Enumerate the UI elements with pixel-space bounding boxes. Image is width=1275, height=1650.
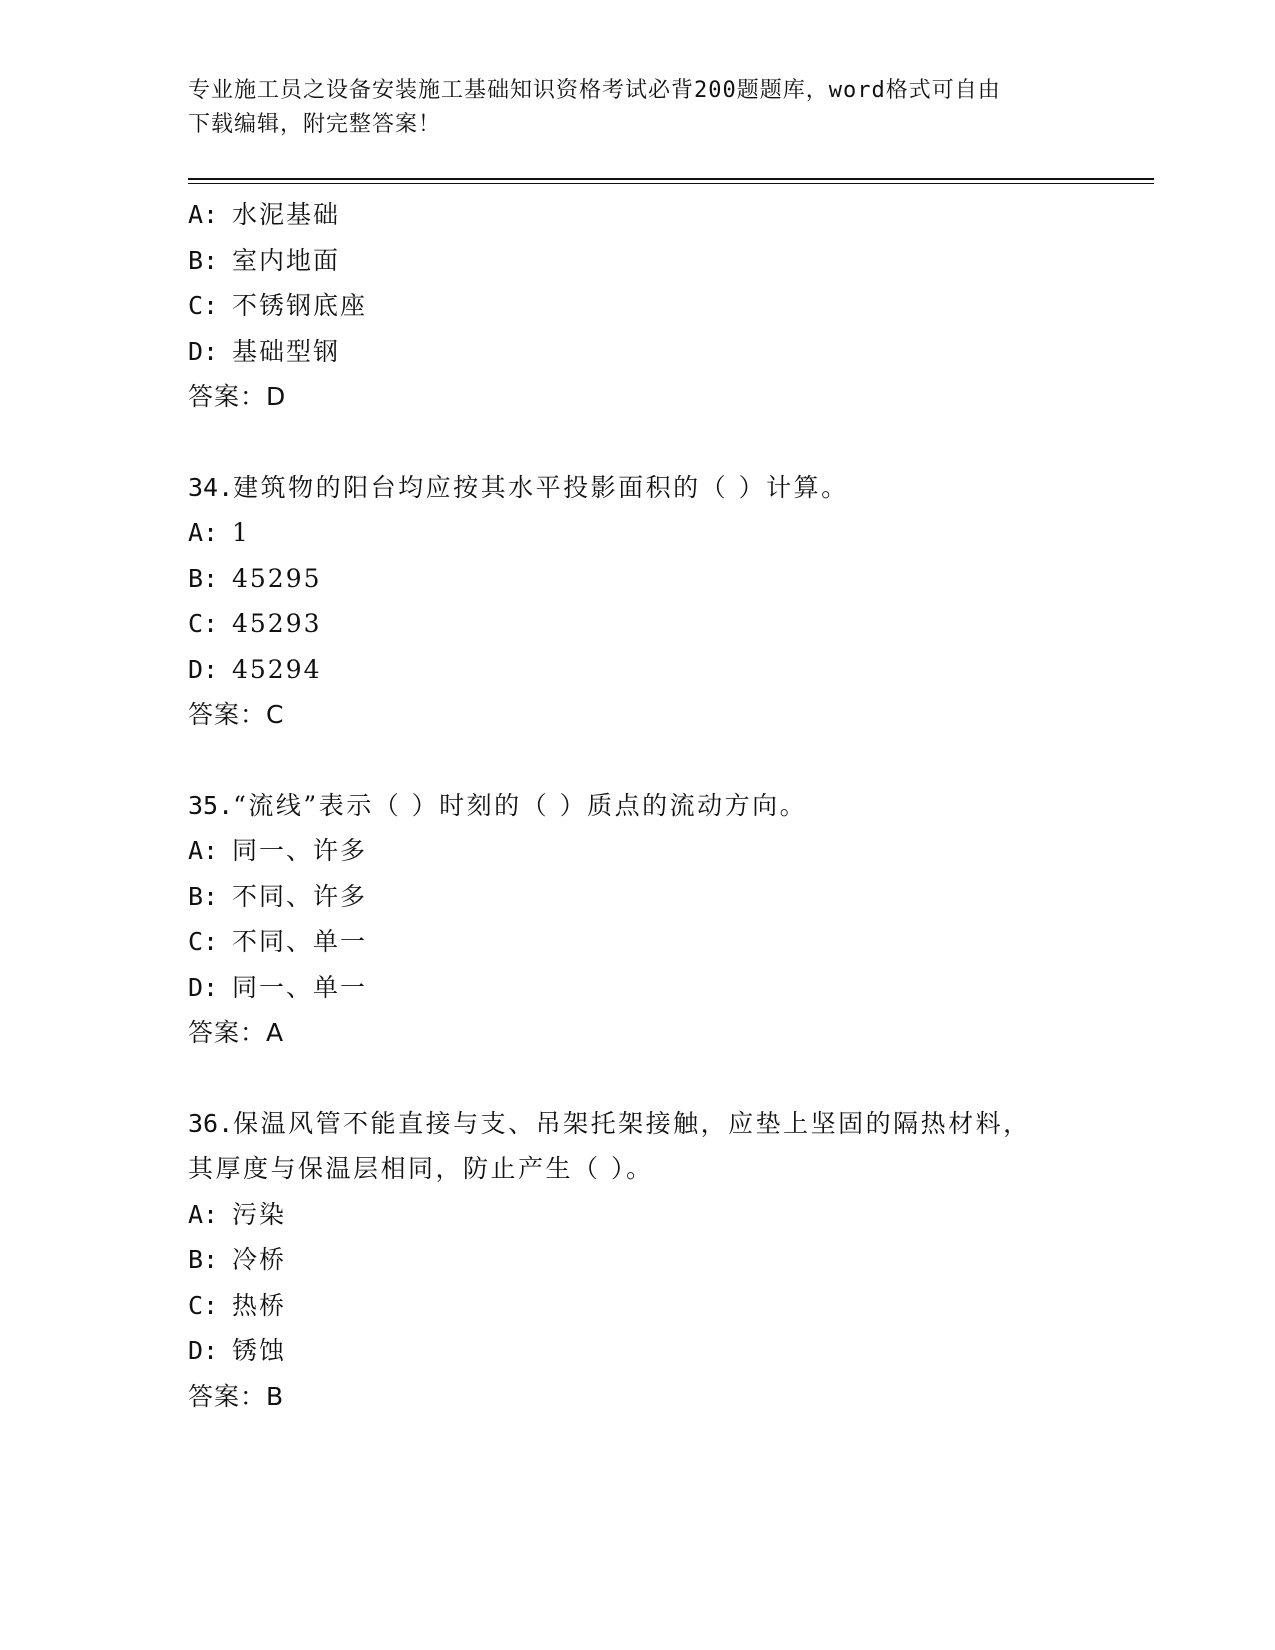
option-b: B: 不同、许多 bbox=[188, 881, 368, 911]
question-34-text: 34.建筑物的阳台均应按其水平投影面积的（ ）计算。 bbox=[188, 472, 849, 502]
document-header bbox=[188, 74, 1068, 142]
answer-line: 答案：C bbox=[188, 700, 285, 729]
option-c: C: 45293 bbox=[188, 609, 322, 638]
option-b: B: 45295 bbox=[188, 563, 322, 593]
question-list bbox=[188, 192, 1088, 1464]
option-a: A: 同一、许多 bbox=[188, 836, 368, 865]
question-35-block bbox=[188, 783, 1088, 1056]
header-divider-thick bbox=[188, 178, 1154, 180]
question-34-block bbox=[188, 465, 1088, 738]
question-36-text: 36.保温风管不能直接与支、吊架托架接触，应垫上坚固的隔热材料， 其厚度与保温层相同，防止产生（ ）。 bbox=[188, 1108, 1031, 1183]
option-d: D: 基础型钢 bbox=[188, 336, 341, 366]
option-d: D: 45294 bbox=[188, 654, 322, 684]
option-d: D: 同一、单一 bbox=[188, 972, 368, 1002]
option-d: D: 锈蚀 bbox=[188, 1336, 287, 1365]
header-line-1: 专业施工员之设备安装施工基础知识资格考试必背200题题库，word格式可自由 bbox=[188, 78, 1001, 103]
option-c: C: 不同、单一 bbox=[188, 927, 368, 956]
answer-line: 答案：B bbox=[188, 1381, 285, 1411]
option-a: A: 水泥基础 bbox=[188, 200, 341, 229]
answer-line: 答案：A bbox=[188, 1018, 285, 1047]
header-line-2: 下载编辑，附完整答案！ bbox=[188, 112, 442, 137]
question-36-block bbox=[188, 1101, 1088, 1420]
option-b: B: 冷桥 bbox=[188, 1245, 287, 1274]
option-a: A: 1 bbox=[188, 518, 250, 547]
option-c: C: 不锈钢底座 bbox=[188, 291, 368, 320]
option-b: B: 室内地面 bbox=[188, 245, 341, 275]
option-c: C: 热桥 bbox=[188, 1290, 287, 1320]
question-33-block bbox=[188, 192, 1088, 420]
answer-line: 答案：D bbox=[188, 382, 287, 411]
option-a: A: 污染 bbox=[188, 1199, 287, 1229]
question-35-text: 35.“流线”表示（ ）时刻的（ ）质点的流动方向。 bbox=[188, 790, 808, 820]
header-divider-thin bbox=[188, 183, 1154, 184]
